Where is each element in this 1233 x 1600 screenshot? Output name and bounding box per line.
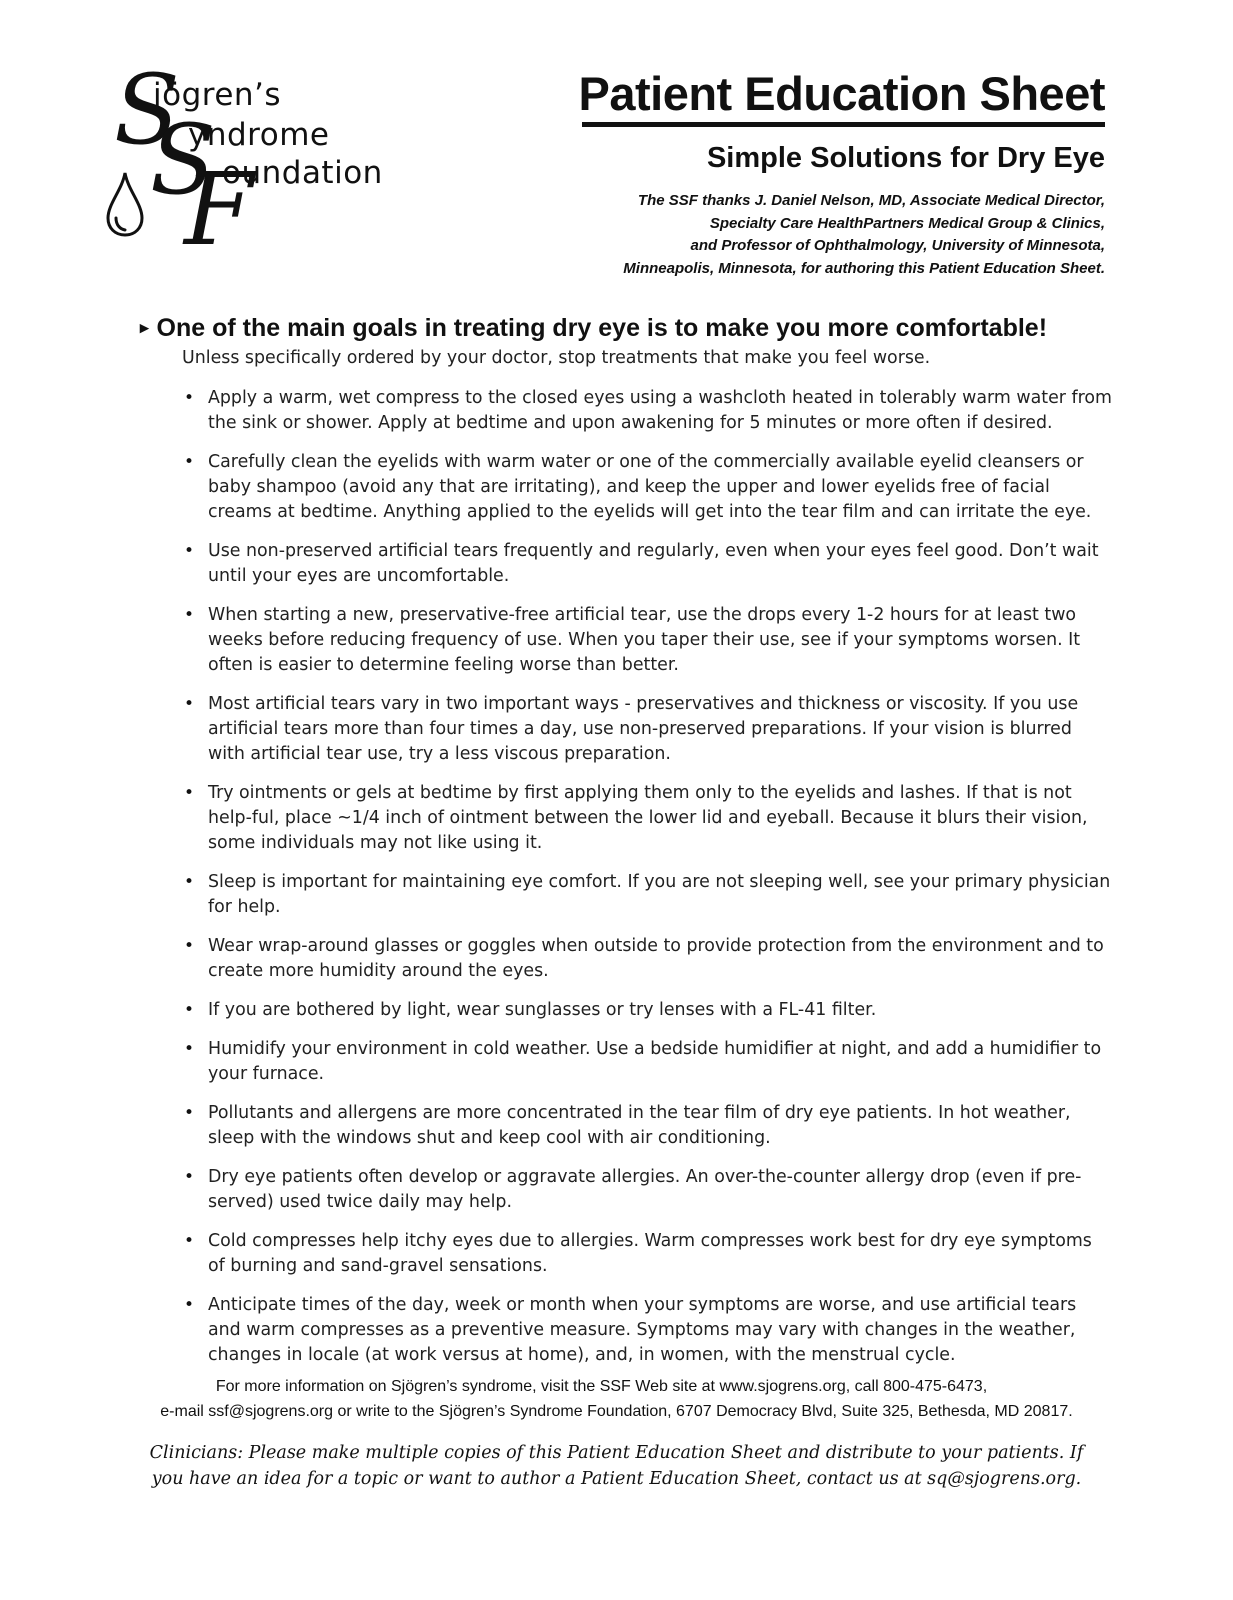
list-item xyxy=(182,781,1112,856)
tip-text: Cold compresses help itchy eyes due to allergies. Warm compresses work best for dry eye symptoms of burning and sand-gravel sensations. xyxy=(208,1231,1092,1276)
logo-letter-f: F xyxy=(184,151,254,268)
bullet-icon: • xyxy=(184,1167,195,1187)
list-item xyxy=(182,450,1112,525)
intro-text: Unless specifically ordered by your doctor, stop treatments that make you feel worse. xyxy=(182,348,931,368)
list-item xyxy=(182,998,1112,1023)
clinicians-line: Clinicians: Please make multiple copies of this Patient Education Sheet and distribute to your patients. If xyxy=(149,1443,1084,1463)
list-item xyxy=(182,1165,1112,1215)
tip-text: When starting a new, preservative-free artificial tear, use the drops every 1-2 hours for at least two weeks before reducing frequency of use. When you taper their use, see if your symptoms worsen. It often is easier to determine feeling worse than better. xyxy=(208,605,1081,675)
logo-letter-s1: S xyxy=(114,54,180,166)
tip-text: Use non-preserved artificial tears frequently and regularly, even when your eyes feel good. Don’t wait until your eyes are uncomfortable. xyxy=(208,541,1099,586)
tip-text: Wear wrap-around glasses or goggles when outside to provide protection from the environment and to create more humidity around the eyes. xyxy=(208,936,1104,981)
headline-text: One of the main goals in treating dry eye is to make you more comfortable! xyxy=(156,314,1048,342)
tip-text: Dry eye patients often develop or aggravate allergies. An over-the-counter allergy drop (even if pre-served) used twice daily may help. xyxy=(208,1167,1082,1212)
list-item xyxy=(182,539,1112,589)
bullet-icon: • xyxy=(184,1103,195,1123)
bullet-icon: • xyxy=(184,541,195,561)
tip-text: If you are bothered by light, wear sunglasses or try lenses with a FL-41 filter. xyxy=(208,1000,877,1020)
tips-list xyxy=(182,386,1112,1382)
footer-line: e-mail ssf@sjogrens.org or write to the Sjögren’s Syndrome Foundation, 6707 Democracy Blvd, Suite 325, Bethesda, MD 20817. xyxy=(160,1403,1073,1420)
list-item xyxy=(182,1229,1112,1279)
page-title: Patient Education Sheet xyxy=(578,67,1105,120)
author-credit xyxy=(545,190,1105,280)
list-item xyxy=(182,870,1112,920)
bullet-icon: • xyxy=(184,1039,195,1059)
logo-word-oundation: oundation xyxy=(222,155,383,191)
tip-text: Sleep is important for maintaining eye comfort. If you are not sleeping well, see your primary physician for help. xyxy=(208,872,1111,917)
footer-line: For more information on Sjögren’s syndrome, visit the SSF Web site at www.sjogrens.org, call 800-475-6473, xyxy=(215,1378,988,1395)
list-item xyxy=(182,603,1112,678)
list-item xyxy=(182,1101,1112,1151)
tip-text: Anticipate times of the day, week or month when your symptoms are worse, and use artificial tears and warm compresses as a preventive measure. Symptoms may vary with changes in the weather, changes in locale (at work versus at home), and, in women, with the menstrual cycle. xyxy=(208,1295,1077,1365)
logo-letter-s2: S xyxy=(150,104,216,216)
water-drop-icon xyxy=(104,170,146,238)
bullet-icon: • xyxy=(184,388,195,408)
list-item xyxy=(182,386,1112,436)
list-item xyxy=(182,692,1112,767)
clinicians-line: you have an idea for a topic or want to author a Patient Education Sheet, contact us at sq@sjogrens.org. xyxy=(151,1469,1082,1489)
credit-line: and Professor of Ophthalmology, University of Minnesota, xyxy=(690,237,1105,254)
tip-text: Most artificial tears vary in two important ways - preservatives and thickness or viscosity. If you use artificial tears more than four times a day, use non-preserved preparations. If your vision is blurred with artificial tear use, try a less viscous preparation. xyxy=(208,694,1079,764)
list-item xyxy=(182,1293,1112,1368)
title-divider xyxy=(582,122,1105,127)
tip-text: Pollutants and allergens are more concentrated in the tear film of dry eye patients. In hot weather, sleep with the windows shut and keep cool with air conditioning. xyxy=(208,1103,1071,1148)
credit-line: Minneapolis, Minnesota, for authoring this Patient Education Sheet. xyxy=(623,259,1105,277)
logo-word-jogrens: jögren’s xyxy=(153,77,282,113)
section-headline xyxy=(140,314,1047,343)
contact-footer xyxy=(0,1374,1233,1424)
list-item xyxy=(182,934,1112,984)
bullet-icon: • xyxy=(184,1295,195,1315)
bullet-icon: • xyxy=(184,605,195,625)
bullet-icon: • xyxy=(184,783,195,803)
bullet-icon: • xyxy=(184,872,195,892)
bullet-icon: • xyxy=(184,452,195,472)
logo-word-yndrome: yndrome xyxy=(188,117,330,153)
tip-text: Try ointments or gels at bedtime by first applying them only to the eyelids and lashes. If that is not help-ful, place ~1/4 inch of ointment between the lower lid and eyeball. Because it blurs their vision, some individuals may not like using it. xyxy=(208,783,1088,853)
tip-text: Carefully clean the eyelids with warm water or one of the commercially available eyelid cleansers or baby shampoo (avoid any that are irritating), and keep the upper and lower eyelids free of facial creams at bedtime. Anything applied to the eyelids will get into the tear film and can irritate the eye. xyxy=(208,452,1092,522)
foundation-logo xyxy=(100,54,410,268)
bullet-icon: • xyxy=(184,936,195,956)
bullet-icon: • xyxy=(184,694,195,714)
clinicians-note xyxy=(0,1440,1233,1492)
bullet-icon: • xyxy=(184,1231,195,1251)
page-subtitle: Simple Solutions for Dry Eye xyxy=(706,142,1105,174)
credit-line: Specialty Care HealthPartners Medical Group & Clinics, xyxy=(709,214,1105,232)
list-item xyxy=(182,1037,1112,1087)
tip-text: Apply a warm, wet compress to the closed eyes using a washcloth heated in tolerably warm water from the sink or shower. Apply at bedtime and upon awakening for 5 minutes or more often if desired. xyxy=(208,388,1112,433)
arrow-right-icon: ▸ xyxy=(140,318,149,337)
credit-line: The SSF thanks J. Daniel Nelson, MD, Associate Medical Director, xyxy=(637,192,1105,209)
tip-text: Humidify your environment in cold weather. Use a bedside humidifier at night, and add a humidifier to your furnace. xyxy=(208,1039,1102,1084)
bullet-icon: • xyxy=(184,1000,195,1020)
